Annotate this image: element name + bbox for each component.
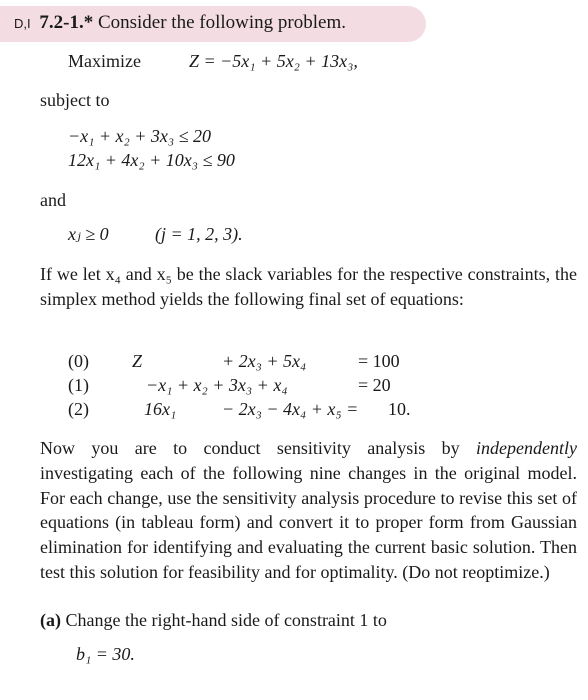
instructions-emphasis: independently	[476, 438, 577, 458]
problem-title: Consider the following problem.	[97, 12, 346, 33]
instructions-text-2: investigating each of the following nine changes in the original model. For each change, use the sensitivity analysis procedure to revise this set of equations (in tableau form) and convert it to proper form from Gaussian elimination for identifying and evaluating the current basic solution. Then test this solution for feasibility and for optimality. (Do not reoptimize.)	[40, 462, 577, 582]
equation-0-rhs: = 100	[358, 351, 400, 371]
objective-expr-text: Z = −5x₁ + 5x₂ + 13x₃,	[189, 51, 358, 71]
constraint-2: 12x₁ + 4x₂ + 10x₃ ≤ 90	[68, 150, 235, 170]
equation-2-label: (2)	[68, 399, 89, 419]
intro-paragraph: If we let x₄ and x₅ be the slack variables for the respective constraints, the simplex method yields the following final set of equations:	[40, 264, 577, 309]
equation-0-lhs: Z	[132, 351, 143, 371]
problem-header	[14, 12, 346, 34]
equation-1-mid: −x₁ + x₂ + 3x₃ + x₄	[146, 375, 288, 395]
instructions-text-1: Now you are to conduct sensitivity analysis by	[40, 438, 477, 458]
problem-badge: D,I	[14, 16, 31, 31]
equation-1-rhs: = 20	[358, 375, 391, 395]
part-a-text: Change the right-hand side of constraint 1 to	[65, 610, 387, 630]
part-a-value: b₁ = 30.	[76, 644, 135, 664]
objective-expression	[189, 51, 358, 72]
problem-number: 7.2-1.*	[39, 12, 94, 33]
equation-0-label: (0)	[68, 351, 89, 371]
instructions-paragraph	[40, 436, 577, 585]
constraint-1: −x₁ + x₂ + 3x₃ ≤ 20	[68, 126, 212, 146]
nonnegativity-constraint: xⱼ ≥ 0	[68, 224, 109, 244]
equation-2-rhs: 10.	[388, 399, 411, 419]
equation-2-mid: − 2x₃ − 4x₄ + x₅ =	[222, 399, 359, 419]
equation-0-mid: + 2x₃ + 5x₄	[222, 351, 307, 371]
equation-2-lhs: 16x₁	[144, 399, 177, 419]
objective-verb: Maximize	[68, 51, 141, 71]
nonnegativity-range: (j = 1, 2, 3).	[155, 224, 243, 244]
part-a-label: (a)	[40, 610, 61, 630]
part-a	[40, 610, 387, 631]
and-label: and	[40, 190, 66, 210]
equation-1-label: (1)	[68, 375, 89, 395]
subject-to-label: subject to	[40, 90, 110, 110]
